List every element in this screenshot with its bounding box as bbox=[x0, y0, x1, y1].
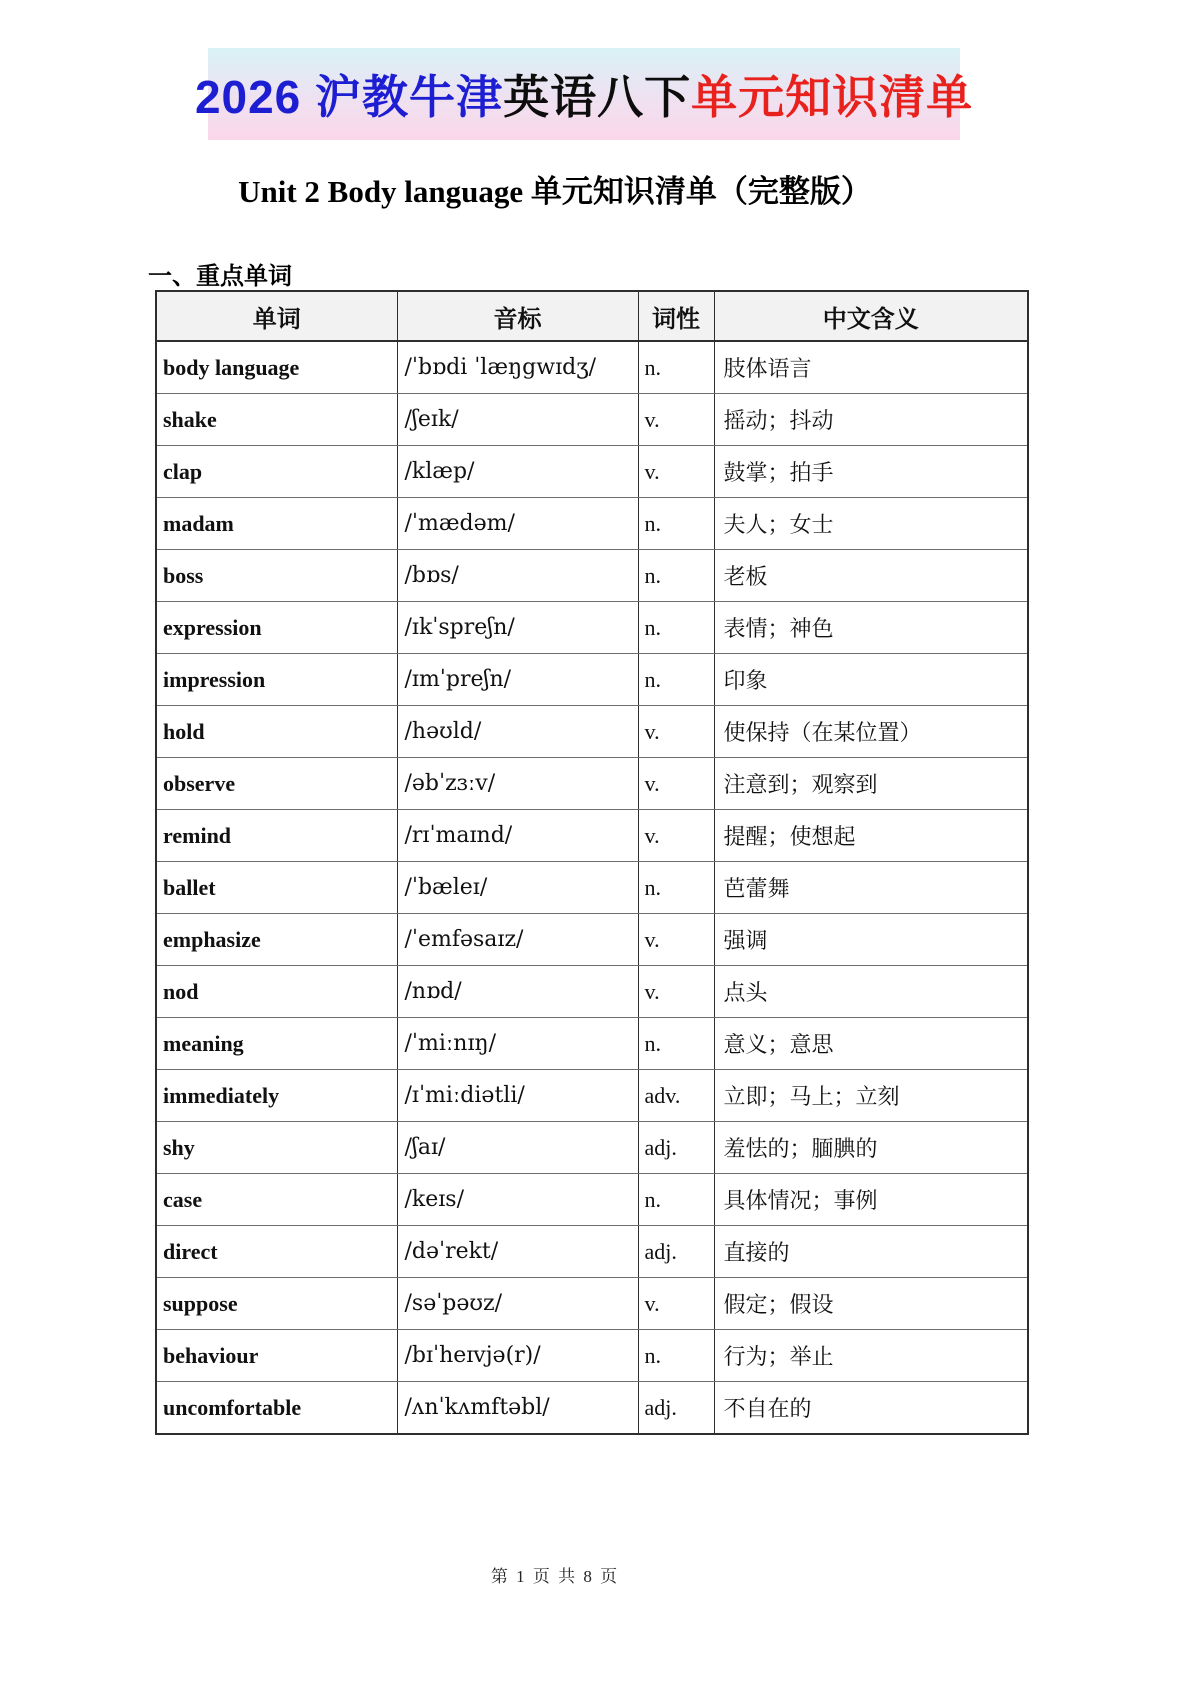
pos-cell: n. bbox=[638, 550, 714, 602]
word-cell: body language bbox=[156, 341, 397, 394]
pos-cell: n. bbox=[638, 498, 714, 550]
meaning-cell: 假定；假设 bbox=[714, 1278, 1028, 1330]
table-row bbox=[156, 914, 1028, 966]
word-cell: behaviour bbox=[156, 1330, 397, 1382]
word-cell: immediately bbox=[156, 1070, 397, 1122]
meaning-cell: 具体情况；事例 bbox=[714, 1174, 1028, 1226]
table-row bbox=[156, 1382, 1028, 1435]
word-cell: meaning bbox=[156, 1018, 397, 1070]
pos-cell: n. bbox=[638, 1018, 714, 1070]
pos-cell: v. bbox=[638, 394, 714, 446]
table-row bbox=[156, 341, 1028, 394]
word-cell: madam bbox=[156, 498, 397, 550]
pos-cell: adj. bbox=[638, 1122, 714, 1174]
phonetic-cell: /klæp/ bbox=[397, 446, 638, 498]
word-cell: hold bbox=[156, 706, 397, 758]
vocab-table bbox=[155, 290, 1029, 1435]
meaning-cell: 提醒；使想起 bbox=[714, 810, 1028, 862]
table-row bbox=[156, 1174, 1028, 1226]
table-row bbox=[156, 758, 1028, 810]
meaning-cell: 强调 bbox=[714, 914, 1028, 966]
header-phonetic: 音标 bbox=[397, 291, 638, 341]
meaning-cell: 肢体语言 bbox=[714, 341, 1028, 394]
word-cell: suppose bbox=[156, 1278, 397, 1330]
table-row bbox=[156, 1070, 1028, 1122]
table-row bbox=[156, 810, 1028, 862]
phonetic-cell: /ɪmˈpreʃn/ bbox=[397, 654, 638, 706]
pos-cell: v. bbox=[638, 810, 714, 862]
meaning-cell: 摇动；抖动 bbox=[714, 394, 1028, 446]
table-row bbox=[156, 550, 1028, 602]
word-cell: ballet bbox=[156, 862, 397, 914]
word-cell: emphasize bbox=[156, 914, 397, 966]
table-row bbox=[156, 498, 1028, 550]
phonetic-cell: /ɪkˈspreʃn/ bbox=[397, 602, 638, 654]
meaning-cell: 表情；神色 bbox=[714, 602, 1028, 654]
meaning-cell: 芭蕾舞 bbox=[714, 862, 1028, 914]
phonetic-cell: /dəˈrekt/ bbox=[397, 1226, 638, 1278]
meaning-cell: 使保持（在某位置） bbox=[714, 706, 1028, 758]
phonetic-cell: /keɪs/ bbox=[397, 1174, 638, 1226]
pos-cell: v. bbox=[638, 914, 714, 966]
phonetic-cell: /ˈbæleɪ/ bbox=[397, 862, 638, 914]
pos-cell: v. bbox=[638, 1278, 714, 1330]
phonetic-cell: /ˈmiːnɪŋ/ bbox=[397, 1018, 638, 1070]
word-cell: remind bbox=[156, 810, 397, 862]
pos-cell: v. bbox=[638, 706, 714, 758]
pos-cell: adj. bbox=[638, 1226, 714, 1278]
phonetic-cell: /ˈemfəsaɪz/ bbox=[397, 914, 638, 966]
table-row bbox=[156, 602, 1028, 654]
word-cell: uncomfortable bbox=[156, 1382, 397, 1435]
meaning-cell: 意义；意思 bbox=[714, 1018, 1028, 1070]
word-cell: expression bbox=[156, 602, 397, 654]
table-row bbox=[156, 966, 1028, 1018]
table-row bbox=[156, 394, 1028, 446]
meaning-cell: 羞怯的；腼腆的 bbox=[714, 1122, 1028, 1174]
meaning-cell: 注意到；观察到 bbox=[714, 758, 1028, 810]
phonetic-cell: /ˈmædəm/ bbox=[397, 498, 638, 550]
meaning-cell: 点头 bbox=[714, 966, 1028, 1018]
phonetic-cell: /nɒd/ bbox=[397, 966, 638, 1018]
section-heading: 一、重点单词 bbox=[148, 263, 292, 290]
title-banner bbox=[194, 48, 974, 140]
meaning-cell: 行为；举止 bbox=[714, 1330, 1028, 1382]
meaning-cell: 夫人；女士 bbox=[714, 498, 1028, 550]
page-title: Unit 2 Body language 单元知识清单（完整版） bbox=[238, 174, 872, 209]
phonetic-cell: /ɪˈmiːdiətli/ bbox=[397, 1070, 638, 1122]
phonetic-cell: /ˈbɒdi ˈlæŋgwɪdʒ/ bbox=[397, 341, 638, 394]
word-cell: shy bbox=[156, 1122, 397, 1174]
phonetic-cell: /ʌnˈkʌmftəbl/ bbox=[397, 1382, 638, 1435]
meaning-cell: 印象 bbox=[714, 654, 1028, 706]
banner-text-blue: 2026 沪教牛津 bbox=[194, 71, 504, 123]
header-meaning: 中文含义 bbox=[714, 291, 1028, 341]
pos-cell: n. bbox=[638, 654, 714, 706]
pos-cell: v. bbox=[638, 966, 714, 1018]
pos-cell: n. bbox=[638, 602, 714, 654]
phonetic-cell: /ʃeɪk/ bbox=[397, 394, 638, 446]
pos-cell: n. bbox=[638, 862, 714, 914]
phonetic-cell: /əbˈzɜːv/ bbox=[397, 758, 638, 810]
word-cell: nod bbox=[156, 966, 397, 1018]
word-cell: direct bbox=[156, 1226, 397, 1278]
table-row bbox=[156, 1330, 1028, 1382]
pos-cell: n. bbox=[638, 1330, 714, 1382]
page-number: 第 1 页 共 8 页 bbox=[490, 1567, 620, 1586]
pos-cell: v. bbox=[638, 758, 714, 810]
meaning-cell: 立即；马上；立刻 bbox=[714, 1070, 1028, 1122]
header-pos: 词性 bbox=[638, 291, 714, 341]
table-row bbox=[156, 1226, 1028, 1278]
table-row bbox=[156, 446, 1028, 498]
table-row bbox=[156, 862, 1028, 914]
phonetic-cell: /rɪˈmaɪnd/ bbox=[397, 810, 638, 862]
word-cell: boss bbox=[156, 550, 397, 602]
table-row bbox=[156, 1122, 1028, 1174]
meaning-cell: 不自在的 bbox=[714, 1382, 1028, 1435]
word-cell: case bbox=[156, 1174, 397, 1226]
vocab-table-body bbox=[156, 341, 1028, 1434]
word-cell: clap bbox=[156, 446, 397, 498]
table-row bbox=[156, 1278, 1028, 1330]
table-row bbox=[156, 1018, 1028, 1070]
table-row bbox=[156, 654, 1028, 706]
banner-text-red: 单元知识清单 bbox=[691, 71, 974, 123]
phonetic-cell: /həʊld/ bbox=[397, 706, 638, 758]
word-cell: shake bbox=[156, 394, 397, 446]
phonetic-cell: /bɒs/ bbox=[397, 550, 638, 602]
banner-text-black: 英语八下 bbox=[503, 71, 692, 123]
pos-cell: n. bbox=[638, 341, 714, 394]
meaning-cell: 鼓掌；拍手 bbox=[714, 446, 1028, 498]
pos-cell: adv. bbox=[638, 1070, 714, 1122]
word-cell: impression bbox=[156, 654, 397, 706]
vocab-table-header bbox=[156, 291, 1028, 341]
pos-cell: v. bbox=[638, 446, 714, 498]
phonetic-cell: /ʃaɪ/ bbox=[397, 1122, 638, 1174]
meaning-cell: 直接的 bbox=[714, 1226, 1028, 1278]
pos-cell: adj. bbox=[638, 1382, 714, 1435]
pos-cell: n. bbox=[638, 1174, 714, 1226]
phonetic-cell: /bɪˈheɪvjə(r)/ bbox=[397, 1330, 638, 1382]
word-cell: observe bbox=[156, 758, 397, 810]
phonetic-cell: /səˈpəʊz/ bbox=[397, 1278, 638, 1330]
table-row bbox=[156, 706, 1028, 758]
header-row bbox=[156, 291, 1028, 341]
meaning-cell: 老板 bbox=[714, 550, 1028, 602]
header-word: 单词 bbox=[156, 291, 397, 341]
